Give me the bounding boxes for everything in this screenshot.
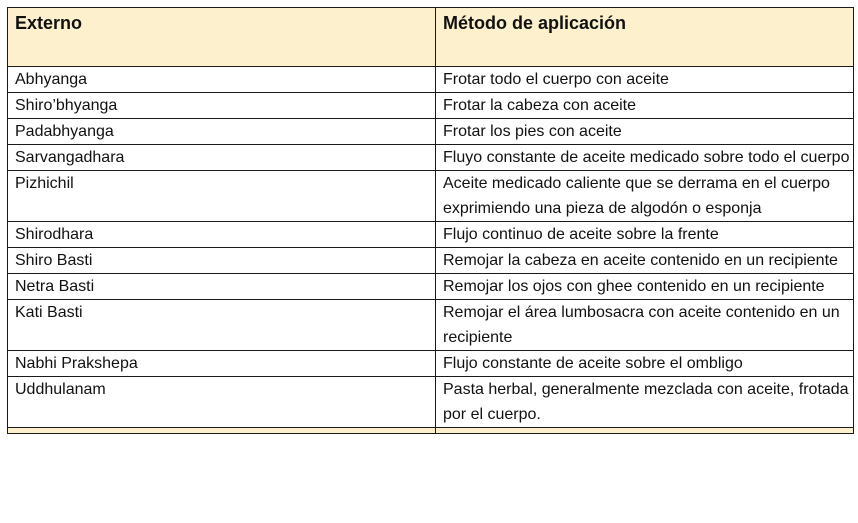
footer-strip-cell xyxy=(436,428,854,434)
cell-externo: Kati Basti xyxy=(8,300,436,351)
cell-metodo: Fluyo constante de aceite medicado sobre todo el cuerpo xyxy=(436,145,854,171)
cell-externo: Uddhulanam xyxy=(8,377,436,428)
cell-metodo: Aceite medicado caliente que se derrama en el cuerpo exprimiendo una pieza de algodón o esponja xyxy=(436,171,854,222)
cell-externo: Padabhyanga xyxy=(8,119,436,145)
cell-externo: Nabhi Prakshepa xyxy=(8,351,436,377)
table-header-row xyxy=(8,8,854,67)
header-metodo: Método de aplicación xyxy=(436,8,854,67)
treatments-table-container xyxy=(7,7,853,434)
table-row xyxy=(8,222,854,248)
table-row xyxy=(8,67,854,93)
cell-externo: Netra Basti xyxy=(8,274,436,300)
cell-externo: Shiro Basti xyxy=(8,248,436,274)
table-row xyxy=(8,248,854,274)
table-footer-strip xyxy=(8,428,854,434)
table-row xyxy=(8,300,854,351)
cell-externo: Pizhichil xyxy=(8,171,436,222)
header-externo: Externo xyxy=(8,8,436,67)
table-row xyxy=(8,274,854,300)
cell-metodo: Remojar el área lumbosacra con aceite contenido en un recipiente xyxy=(436,300,854,351)
cell-metodo: Frotar los pies con aceite xyxy=(436,119,854,145)
table-row xyxy=(8,145,854,171)
cell-metodo: Remojar la cabeza en aceite contenido en un recipiente xyxy=(436,248,854,274)
cell-externo: Shiro’bhyanga xyxy=(8,93,436,119)
cell-externo: Sarvangadhara xyxy=(8,145,436,171)
cell-metodo: Flujo constante de aceite sobre el ombligo xyxy=(436,351,854,377)
table-row xyxy=(8,119,854,145)
table-row xyxy=(8,351,854,377)
cell-externo: Abhyanga xyxy=(8,67,436,93)
table-row xyxy=(8,171,854,222)
cell-metodo: Frotar la cabeza con aceite xyxy=(436,93,854,119)
cell-metodo: Remojar los ojos con ghee contenido en un recipiente xyxy=(436,274,854,300)
treatments-table xyxy=(7,7,854,434)
cell-externo: Shirodhara xyxy=(8,222,436,248)
cell-metodo: Frotar todo el cuerpo con aceite xyxy=(436,67,854,93)
footer-strip-cell xyxy=(8,428,436,434)
cell-metodo: Pasta herbal, generalmente mezclada con aceite, frotada por el cuerpo. xyxy=(436,377,854,428)
table-row xyxy=(8,93,854,119)
table-row xyxy=(8,377,854,428)
cell-metodo: Flujo continuo de aceite sobre la frente xyxy=(436,222,854,248)
